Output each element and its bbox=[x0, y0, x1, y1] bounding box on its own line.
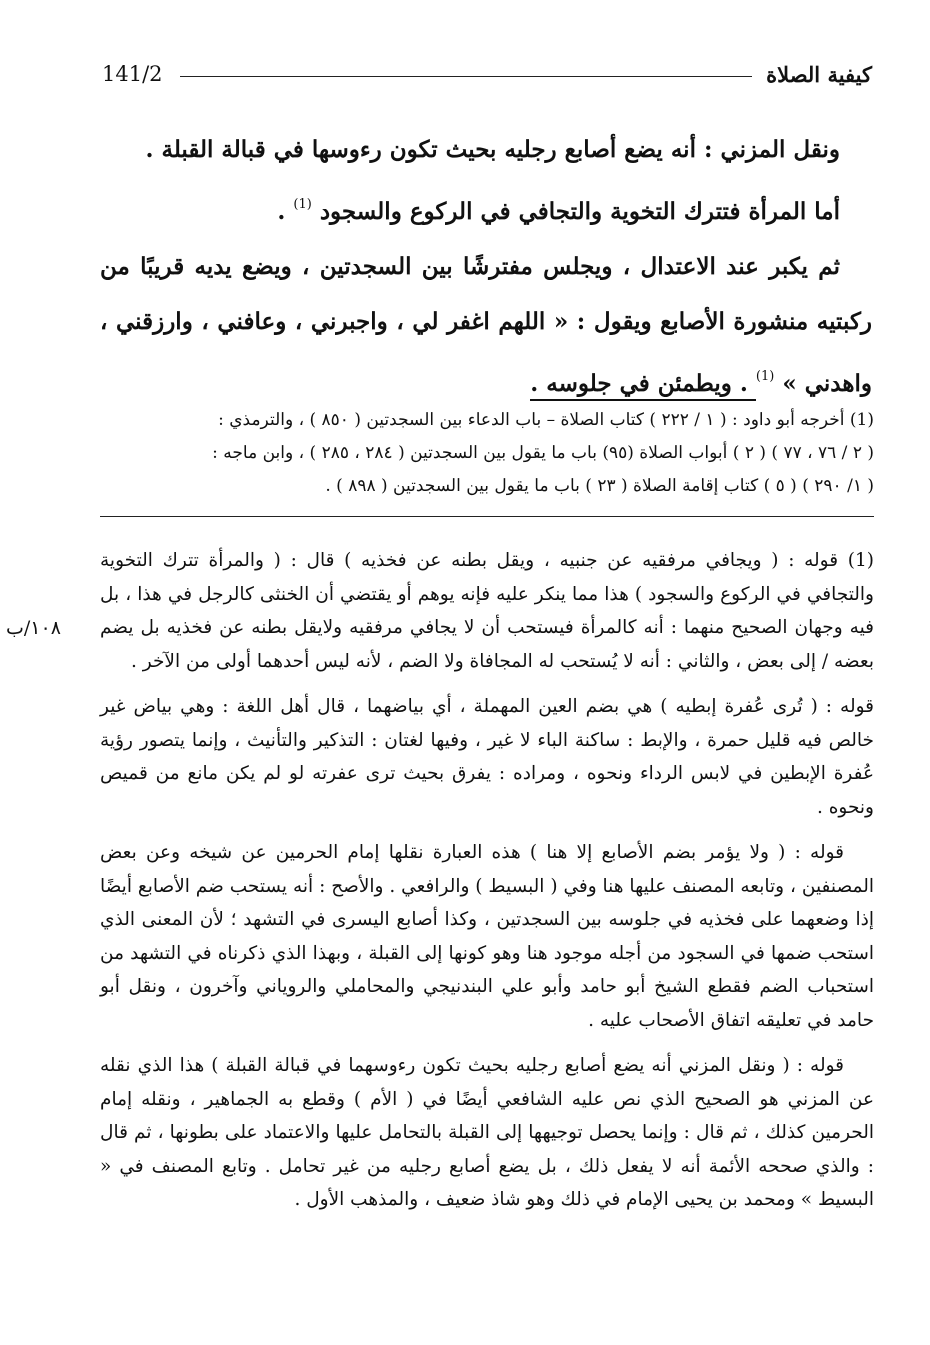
manuscript-folio-note: ١٠٨/ب bbox=[6, 617, 61, 639]
commentary-paragraph: (1) قوله : ( ويجافي مرفقيه عن جنبيه ، ويقل بطنه عن فخذيه ) قال : ( والمرأة تترك التخوية والتجافي في الركوع والسجود ) هذا مما ينكر عليه فإنه يوهم أو يقتضي أن الخنثى كالرجل في هذا ، بل فيه وجهان الصحيح منهما : أنه كالمرأة فيستحب أن لا يجافي مرفقيه ولايقل بطنه عن فخذيه بل يضم بعضه / إلى بعض ، والثاني : أنه لا يُستحب له المجافاة ولا الضم ، لأنه ليس أحدهما أولى من الآخر . bbox=[100, 550, 874, 672]
commentary-block bbox=[100, 544, 874, 1229]
main-text bbox=[100, 122, 872, 411]
footnote-marker: (1) bbox=[293, 197, 312, 212]
commentary-paragraph: قوله : ( ونقل المزني أنه يضع أصابع رجليه بحيث تكون رءوسهما في قبالة القبلة ) هذا الذي نقله عن المزني هو الصحيح الذي نص عليه الشافعي أيضًا في ( الأم ) وقطع به الجماهير ، ونقله إمام الحرمين كذلك ، ثم قال : وإنما يحصل توجيهها إلى القبلة بالتحامل عليها والاعتماد على بطونها ، ثم قال : والذي صححه الأئمة أنه لا يفعل ذلك ، بل يضع أصابع رجليه من غير تحامل . وتابع المصنف في « البسيط » ومحمد بن يحيى الإمام في ذلك وهو شاذ ضعيف ، والمذهب الأول . bbox=[100, 1055, 874, 1210]
footnote-line: ( ٢ / ٧٦ ، ٧٧ ) ( ٢ ) أبواب الصلاة (٩٥) باب ما يقول بين السجدتين ( ٢٨٤ ، ٢٨٥ ) ، وابن ماجه : bbox=[212, 443, 874, 463]
page-header bbox=[102, 62, 872, 94]
running-title: كيفية الصلاة bbox=[766, 62, 872, 87]
main-line-2: أما المرأة فتترك التخوية والتجافي في الركوع والسجود $^{(1)}$ . bbox=[277, 197, 840, 225]
footnote-block bbox=[100, 404, 874, 503]
underlined-phrase: . ويطمئن في جلوسه . bbox=[530, 370, 756, 401]
footnote-line: ( ١/ ٢٩٠ ) ( ٥ ) كتاب إقامة الصلاة ( ٢٣ ) باب ما يقول بين السجدتين ( ٨٩٨ ) . bbox=[325, 476, 874, 496]
commentary-paragraph: قوله : ( ولا يؤمر بضم الأصابع إلا هنا ) هذه العبارة نقلها إمام الحرمين عن شيخه وعن بعض المصنفين ، وتابعه المصنف عليها هنا وفي ( البسيط ) والرافعي . والأصح : أنه يستحب ضم الأصابع أيضًا إذا وضعهما على فخذيه في جلوسه بين السجدتين ، وكذا أصابع اليسرى في التشهد ؛ لأن المعنى الذي استحب ضمها في السجود من أجله موجود هنا وهو كونها إلى القبلة ، وبهذا الذي ذكرناه في التشهد من استحباب الضم فقطع الشيخ أبو حامد وأبو علي البندنيجي والمحاملي والروياني وآخرون ، ونقل أبو حامد في تعليقه اتفاق الأصحاب عليه . bbox=[100, 842, 874, 1031]
header-rule bbox=[180, 76, 752, 77]
footnote-line: (1) أخرجه أبو داود : ( ١ / ٢٢٢ ) كتاب الصلاة – باب الدعاء بين السجدتين ( ٨٥٠ ) ، والترمذي : bbox=[218, 410, 874, 430]
commentary-paragraph: قوله : ( تُرى عُفرة إبطيه ) هي بضم العين المهملة ، أي بياضهما ، قال أهل اللغة : وهي بياض غير خالص فيه قليل حمرة ، والإبط : ساكنة الباء لا غير ، وفيها لغتان : التذكير والتأنيث ، وإنما يتصور رؤية عُفرة الإبطين في لابس الرداء ونحوه ، ومراده : يفرق بحيث ترى عفرته لو لم يكن مانع من قميص ونحوه . bbox=[100, 696, 874, 818]
section-divider bbox=[100, 516, 874, 517]
page-number: 141/2 bbox=[102, 62, 163, 86]
footnote-marker: (1) bbox=[755, 369, 775, 384]
main-line-1: ونقل المزني : أنه يضع أصابع رجليه بحيث تكون رءوسها في قبالة القبلة . bbox=[145, 136, 840, 163]
main-paragraph-3: ثم يكبر عند الاعتدال ، ويجلس مفترشًا بين السجدتين ، ويضع يديه قريبًا من ركبتيه منشورة الأصابع ويقول : « اللهم اغفر لي ، واجبرني ، وعافني ، وارزقني ، واهدني » $^{(1)}$ . ويطمئن في جلوسه . bbox=[100, 239, 872, 411]
